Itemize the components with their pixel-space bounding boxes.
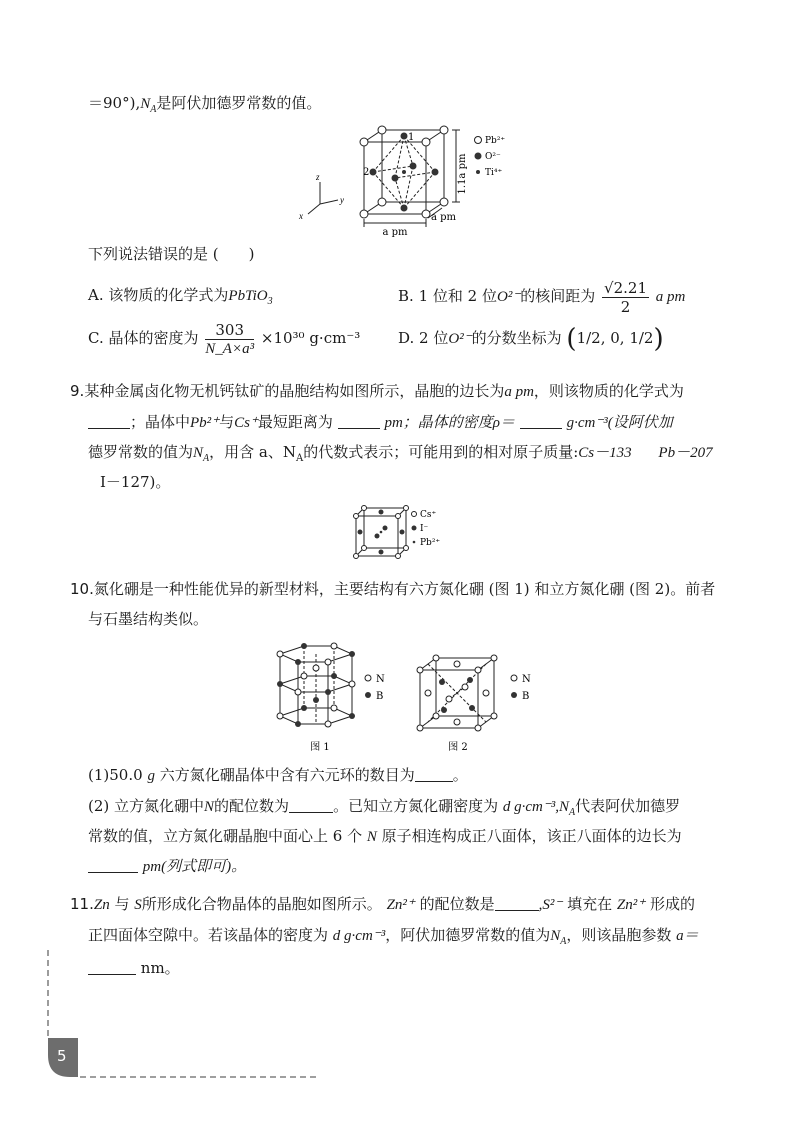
legend-pb-marker [413,541,416,544]
q9-line3-pb: Pb－207 [658,445,713,461]
q11-zn: Zn [93,897,110,913]
q10-sub2-line2-a: 常数的值，立方氮化硼晶胞中面心上 6 个 [88,827,363,845]
q8-top-line [88,92,321,121]
legend-pb-text: Pb²⁺ [485,136,506,146]
legend-i-marker [412,526,417,531]
q11-number: 11. [70,895,94,913]
q9-line2-e: g·cm⁻³(设阿伏加 [566,415,673,431]
pb-atom [422,138,430,146]
q9-line3-b-sub: A [295,453,304,464]
option-d-ion: O²⁻ [448,331,472,347]
pb-atom [360,210,368,218]
legend-pb2-text: Pb²⁺ [420,538,441,548]
site-label-2: 2 [363,167,370,178]
q10-sub1-end: 。 [452,766,468,784]
q9-line1-unit: a pm [504,384,534,400]
q9-line-4: I－127)。 [100,473,171,491]
q11-line1-a: 与 [114,895,130,913]
option-d-text-pre: 2 位 [419,329,449,347]
legend-b-marker [511,692,517,698]
legend-b-marker [365,692,371,698]
q10-sub2-n: N [204,799,215,815]
q11-line2-na-sub: A [560,936,567,947]
option-a-text: 该物质的化学式为 [108,286,229,304]
q11-line2-a: 正四面体空隙中。若该晶体的密度为 [88,926,329,944]
legend-cs-text: Cs⁺ [420,510,437,520]
q11-s2: ,S²⁻ [538,897,563,913]
fig1-legend-n: N [376,674,385,685]
q9-blank-density[interactable] [520,414,562,429]
fig2-legend-b: B [522,691,530,702]
q11-line2-b: ，阿伏加德罗常数的值为 [385,926,551,944]
q8-na: N [140,96,151,112]
q11-s: S [134,897,142,913]
cubic-bn-figure [414,652,544,756]
q11-line-2 [88,924,699,953]
option-c-post: ×10³⁰ g·cm⁻³ [260,329,361,347]
q9-line1-text: 某种金属卤化物无机钙钛矿的晶胞结构如图所示，晶胞的边长为 [84,382,505,400]
legend-ti-marker [476,170,480,174]
fig1-caption: 图 1 [310,742,330,753]
q10-sub2-line2-b: 原子相连构成正八面体，该正八面体的边长为 [381,827,682,845]
ti-atom [402,170,406,174]
q10-blank-edge[interactable] [88,858,138,873]
o-atom [401,205,408,212]
fig2-caption: 图 2 [448,742,468,753]
q10-sub2-line2-n: N [366,829,377,845]
legend-n-marker [511,675,517,681]
option-b-fraction [602,279,649,316]
q11-line3-text: nm。 [140,959,180,977]
q10-sub2-a: (2) 立方氮化硼中 [88,797,205,815]
q10-number: 10. [70,580,94,598]
legend-n-marker [365,675,371,681]
pb-atom [378,126,386,134]
q8-option-a[interactable] [88,284,273,313]
q9-line1-post: ，则该物质的化学式为 [533,382,684,400]
option-b-text-mid: 的核间距为 [520,287,596,305]
q9-line2-pb: Pb²⁺ [190,415,220,431]
q11-line1-c: 的配位数是 [419,895,495,913]
q9-line2-b: 与 [219,413,235,431]
pb-atom [440,198,448,206]
q9-line3-cs: Cs－133 [578,445,632,461]
q8-option-d[interactable]: D. 2 位O²⁻的分数坐标为 (1/2, 0, 1/2) [398,324,664,354]
q8-top-pre: ＝90°), [88,94,141,112]
q8-top-post: 是阿伏加德罗常数的值。 [156,94,322,112]
page-corner-decoration [40,950,330,1082]
option-c-label: C. [88,329,104,347]
option-b-unit: a pm [655,289,686,305]
option-d-coord: 1/2, 0, 1/2 [576,329,654,347]
option-d-label: D. [398,329,415,347]
q10-sub2-c: 。已知立方氮化硼密度为 [333,797,499,815]
q9-line2-a: ；晶体中 [130,413,191,431]
perovskite-cell-figure [290,122,530,240]
q10-line-2: 与石墨结构类似。 [88,610,209,628]
q9-line-2 [88,411,673,434]
q10-sub2-line3 [88,855,246,878]
pb-atom [440,126,448,134]
q11-line2-c: ，则该晶胞参数 [566,926,672,944]
q9-line2-c: 最短距离为 [257,413,333,431]
q11-line-1 [70,893,695,916]
q10-sub2-line3-text: pm(列式即可)。 [142,859,247,875]
q11-zn3: Zn²⁺ [616,897,646,913]
q11-line1-d: 填充在 [567,895,613,913]
q10-sub2-line2 [88,825,682,848]
q10-sub1-pre: (1)50.0 [88,766,143,784]
q10-sub2-line1 [88,795,680,824]
fig2-legend-n: N [522,674,531,685]
q11-line1-e: 形成的 [649,895,695,913]
option-b-label: B. [398,287,414,305]
legend-pb-marker [475,137,482,144]
q9-blank-distance[interactable] [338,414,380,429]
fig1-legend-b: B [376,691,384,702]
q9-blank-formula[interactable] [88,414,130,429]
option-a-label: A. [88,286,104,304]
o-atom [410,163,417,170]
q9-line2-cs: Cs⁺ [234,415,258,431]
q10-line1-text: 氮化硼是一种性能优异的新型材料，主要结构有六方氮化硼 (图 1) 和立方氮化硼 (图 2)。前者 [93,580,716,598]
q10-sub1 [88,764,468,787]
option-c-frac-num: 303 [205,321,254,340]
q8-option-b[interactable] [398,278,685,316]
q10-sub2-b: 的配位数为 [214,797,290,815]
q10-line-1 [70,578,715,600]
option-c-fraction [205,321,254,358]
option-c-frac-den: N_A×a³ [205,340,255,357]
page-number: 5 [57,1047,67,1065]
option-a-formula: PbTiO [228,288,268,304]
pb-atom [422,210,430,218]
legend-ti-text: Ti⁴⁺ [485,168,503,178]
o-atom [392,175,399,182]
q10-sub2-e: ,N [555,799,570,815]
o-atom [432,169,439,176]
q9-number: 9. [70,382,85,400]
axis-z-label: z [316,172,320,182]
q9-line3-na-sub: A [203,453,210,464]
q8-option-c[interactable] [88,320,360,358]
q10-sub2-d: d g·cm⁻³ [502,799,556,815]
pb-atom [378,198,386,206]
q10-blank-coordination[interactable] [289,798,333,813]
q9-line-1 [70,380,684,403]
q9-line3-c: 的代数式表示；可能用到的相对原子质量: [303,443,579,461]
q11-blank-coordination[interactable] [495,896,539,911]
cspbi-cell-figure [350,504,470,560]
q9-line3-na: N [193,445,204,461]
legend-i-text: I⁻ [420,524,429,534]
option-b-text-pre: 1 位和 2 位 [418,287,497,305]
q9-line2-d: pm；晶体的密度 [384,415,493,431]
option-b-ion: O²⁻ [496,289,521,305]
q10-sub1-unit: g [147,768,155,784]
width-label: a pm [382,227,408,238]
site-label-1: 1 [408,132,415,143]
q9-line-3 [88,441,713,470]
q9-line3-a: 德罗常数的值为 [88,443,194,461]
q11-line2-na: N [550,928,561,944]
q8-na-sub: A [150,104,157,115]
axis-x-label: x [299,211,303,221]
q10-sub1-post: 六方氮化硼晶体中含有六元环的数目为 [159,766,415,784]
q11-line2-d: d g·cm⁻³ [332,928,386,944]
height-label: 1.1a pm [457,153,468,195]
legend-o-marker [475,153,482,160]
axis-y-label: y [340,195,344,205]
option-b-frac-den: 2 [620,297,631,316]
q10-sub2-f: 代表阿伏加德罗 [575,797,681,815]
hexagonal-bn-figure [268,640,398,756]
legend-o-text: O²⁻ [485,152,501,162]
o-atom-1 [401,133,408,140]
q10-blank-rings[interactable] [415,767,453,782]
legend-cs-marker [412,512,417,517]
o-atom-2 [370,169,377,176]
option-c-text: 晶体的密度为 [108,329,199,347]
option-b-frac-num: √2.21 [604,278,647,297]
depth-label: a pm [431,212,457,223]
pb-atom [360,138,368,146]
q11-line1-b: 所形成化合物晶体的晶胞如图所示。 [141,895,382,913]
q10-sub2-e-sub: A [569,807,576,818]
q8-prompt: 下列说法错误的是 ( ) [88,245,255,263]
q11-zn2: Zn²⁺ [386,897,415,913]
q9-line2-rho: ρ＝ [492,415,515,431]
option-d-text-mid: 的分数坐标为 [471,329,562,347]
q9-line3-b: ，用含 a、N [209,443,296,461]
option-a-formula-sub: 3 [267,296,273,307]
q11-line2-avar: a＝ [676,928,699,944]
